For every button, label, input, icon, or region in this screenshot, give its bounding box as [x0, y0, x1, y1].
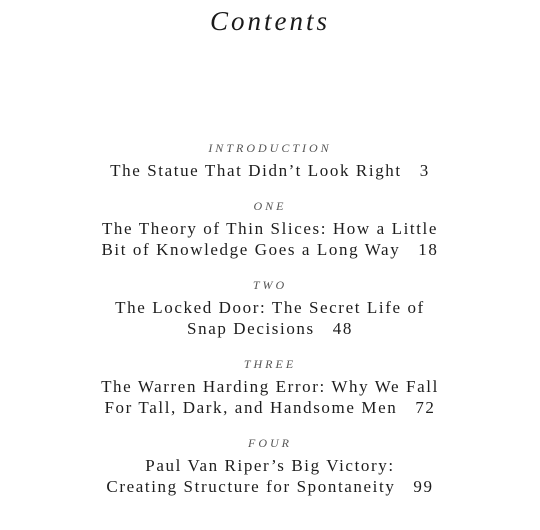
chapter-title-text: The Statue That Didn’t Look Right — [110, 161, 402, 180]
page-number: 18 — [418, 240, 439, 259]
chapter-title-line: The Theory of Thin Slices: How a Little — [101, 219, 439, 238]
chapter-title — [0, 160, 540, 181]
toc-entry-three[interactable] — [0, 356, 540, 418]
chapter-title — [0, 297, 540, 339]
chapter-title-line — [0, 318, 540, 339]
toc-entry-introduction[interactable] — [0, 140, 540, 181]
page-number: 3 — [419, 161, 430, 180]
chapter-title-text: Bit of Knowledge Goes a Long Way — [101, 240, 401, 259]
toc-entry-four[interactable] — [0, 435, 540, 497]
chapter-title — [0, 376, 540, 418]
chapter-title-line: Paul Van Riper’s Big Victory: — [145, 456, 395, 475]
chapter-title — [0, 218, 540, 260]
chapter-label: ONE — [253, 199, 287, 213]
page-number: 99 — [413, 477, 434, 496]
chapter-title-line: The Locked Door: The Secret Life of — [115, 298, 425, 317]
chapter-title-text: For Tall, Dark, and Handsome Men — [104, 398, 398, 417]
chapter-title-line — [0, 397, 540, 418]
chapter-label: INTRODUCTION — [208, 141, 332, 155]
chapter-title-line — [0, 239, 540, 260]
chapter-title-line — [0, 476, 540, 497]
chapter-title-text: Creating Structure for Spontaneity — [106, 477, 396, 496]
chapter-label: FOUR — [248, 436, 292, 450]
toc-entry-one[interactable] — [0, 198, 540, 260]
toc-entry-two[interactable] — [0, 277, 540, 339]
chapter-label: TWO — [252, 278, 288, 292]
chapter-label: THREE — [243, 357, 297, 371]
chapter-title-line: The Warren Harding Error: Why We Fall — [101, 377, 439, 396]
page-title: Contents — [209, 6, 330, 36]
chapter-title-line — [0, 160, 540, 181]
page-number: 48 — [332, 319, 353, 338]
chapter-title — [0, 455, 540, 497]
page-number: 72 — [415, 398, 436, 417]
chapter-title-text: Snap Decisions — [187, 319, 315, 338]
